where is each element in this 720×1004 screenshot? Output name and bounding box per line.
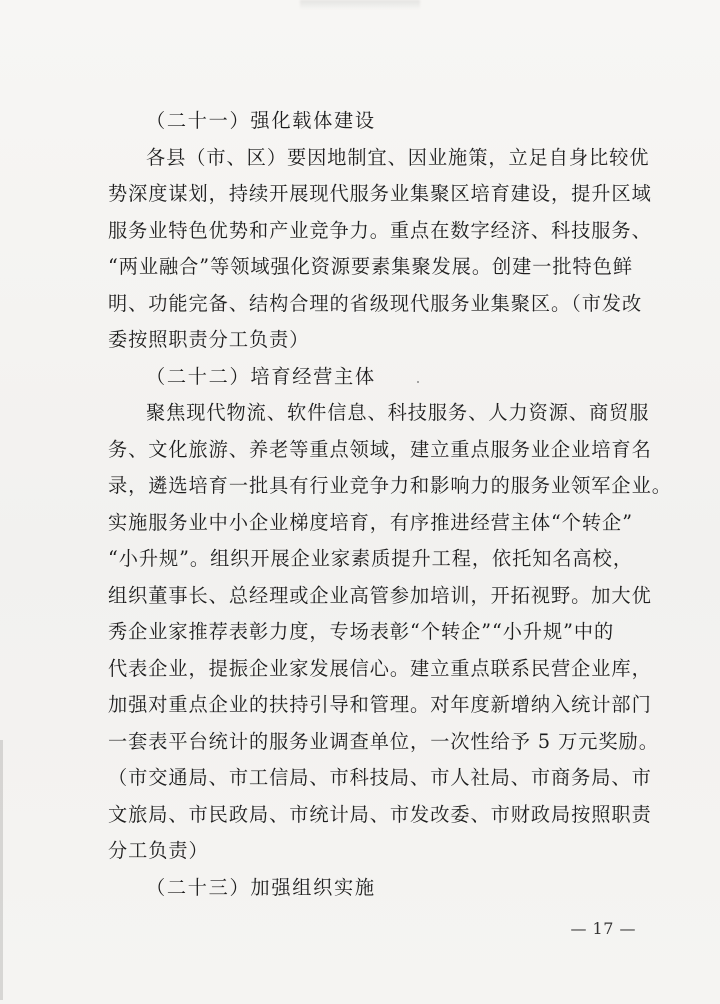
- document-body: [108, 103, 672, 906]
- paragraph-line: 服务业特色优势和产业竞争力。重点在数字经济、科技服务、: [108, 218, 652, 242]
- paragraph-line: 实施服务业中小企业梯度培育，有序推进经营主体“个转企”: [108, 510, 633, 534]
- paragraph-line: 组织董事长、总经理或企业高管参加培训，开拓视野。加大优: [108, 583, 652, 607]
- paragraph-line: 秀企业家推荐表彰力度，专场表彰“个转企”“小升规”中的: [108, 620, 615, 643]
- paragraph-line: 录，遴选培育一批具有行业竞争力和影响力的服务业领军企业。: [108, 474, 672, 497]
- paragraph-line: （市交通局、市工信局、市科技局、市人社局、市商务局、市: [108, 766, 652, 789]
- paragraph-line: 务、文化旅游、养老等重点领域，建立重点服务业企业培育名: [108, 437, 652, 461]
- scan-edge-left: [0, 740, 3, 1000]
- paragraph-line: 加强对重点企业的扶持引导和管理。对年度新增纳入统计部门: [108, 693, 652, 716]
- page-number: — 17 —: [570, 919, 636, 938]
- paragraph-line: 代表企业，提振企业家发展信心。建立重点联系民营企业库，: [108, 656, 652, 680]
- section-heading-22: （二十二）培育经营主体: [146, 364, 376, 388]
- paragraph-line: 委按照职责分工负责）: [108, 328, 310, 351]
- scan-shadow-top: [300, 0, 420, 10]
- paragraph-line: 势深度谋划，持续开展现代服务业集聚区培育建设，提升区域: [108, 182, 652, 205]
- paragraph-line: 明、功能完备、结构合理的省级现代服务业集聚区。（市发改: [108, 291, 643, 315]
- section-heading-23: （二十三）加强组织实施: [146, 875, 376, 899]
- paragraph-line: “两业融合”等领域强化资源要素集聚发展。创建一批特色鲜: [108, 255, 633, 278]
- section-heading-21: （二十一）强化载体建设: [146, 109, 376, 132]
- paragraph-line: 分工负责）: [108, 839, 209, 862]
- paragraph-line: 各县（市、区）要因地制宜、因业施策，立足自身比较优: [146, 145, 650, 169]
- paragraph-line: 文旅局、市民政局、市统计局、市发改委、市财政局按照职责: [108, 802, 652, 826]
- paragraph-line: “小升规”。组织开展企业家素质提升工程，依托知名高校，: [108, 547, 633, 570]
- paragraph-line: 一套表平台统计的服务业调查单位，一次性给予 5 万元奖励。: [108, 729, 659, 753]
- paragraph-line: 聚焦现代物流、软件信息、科技服务、人力资源、商贸服: [146, 401, 650, 424]
